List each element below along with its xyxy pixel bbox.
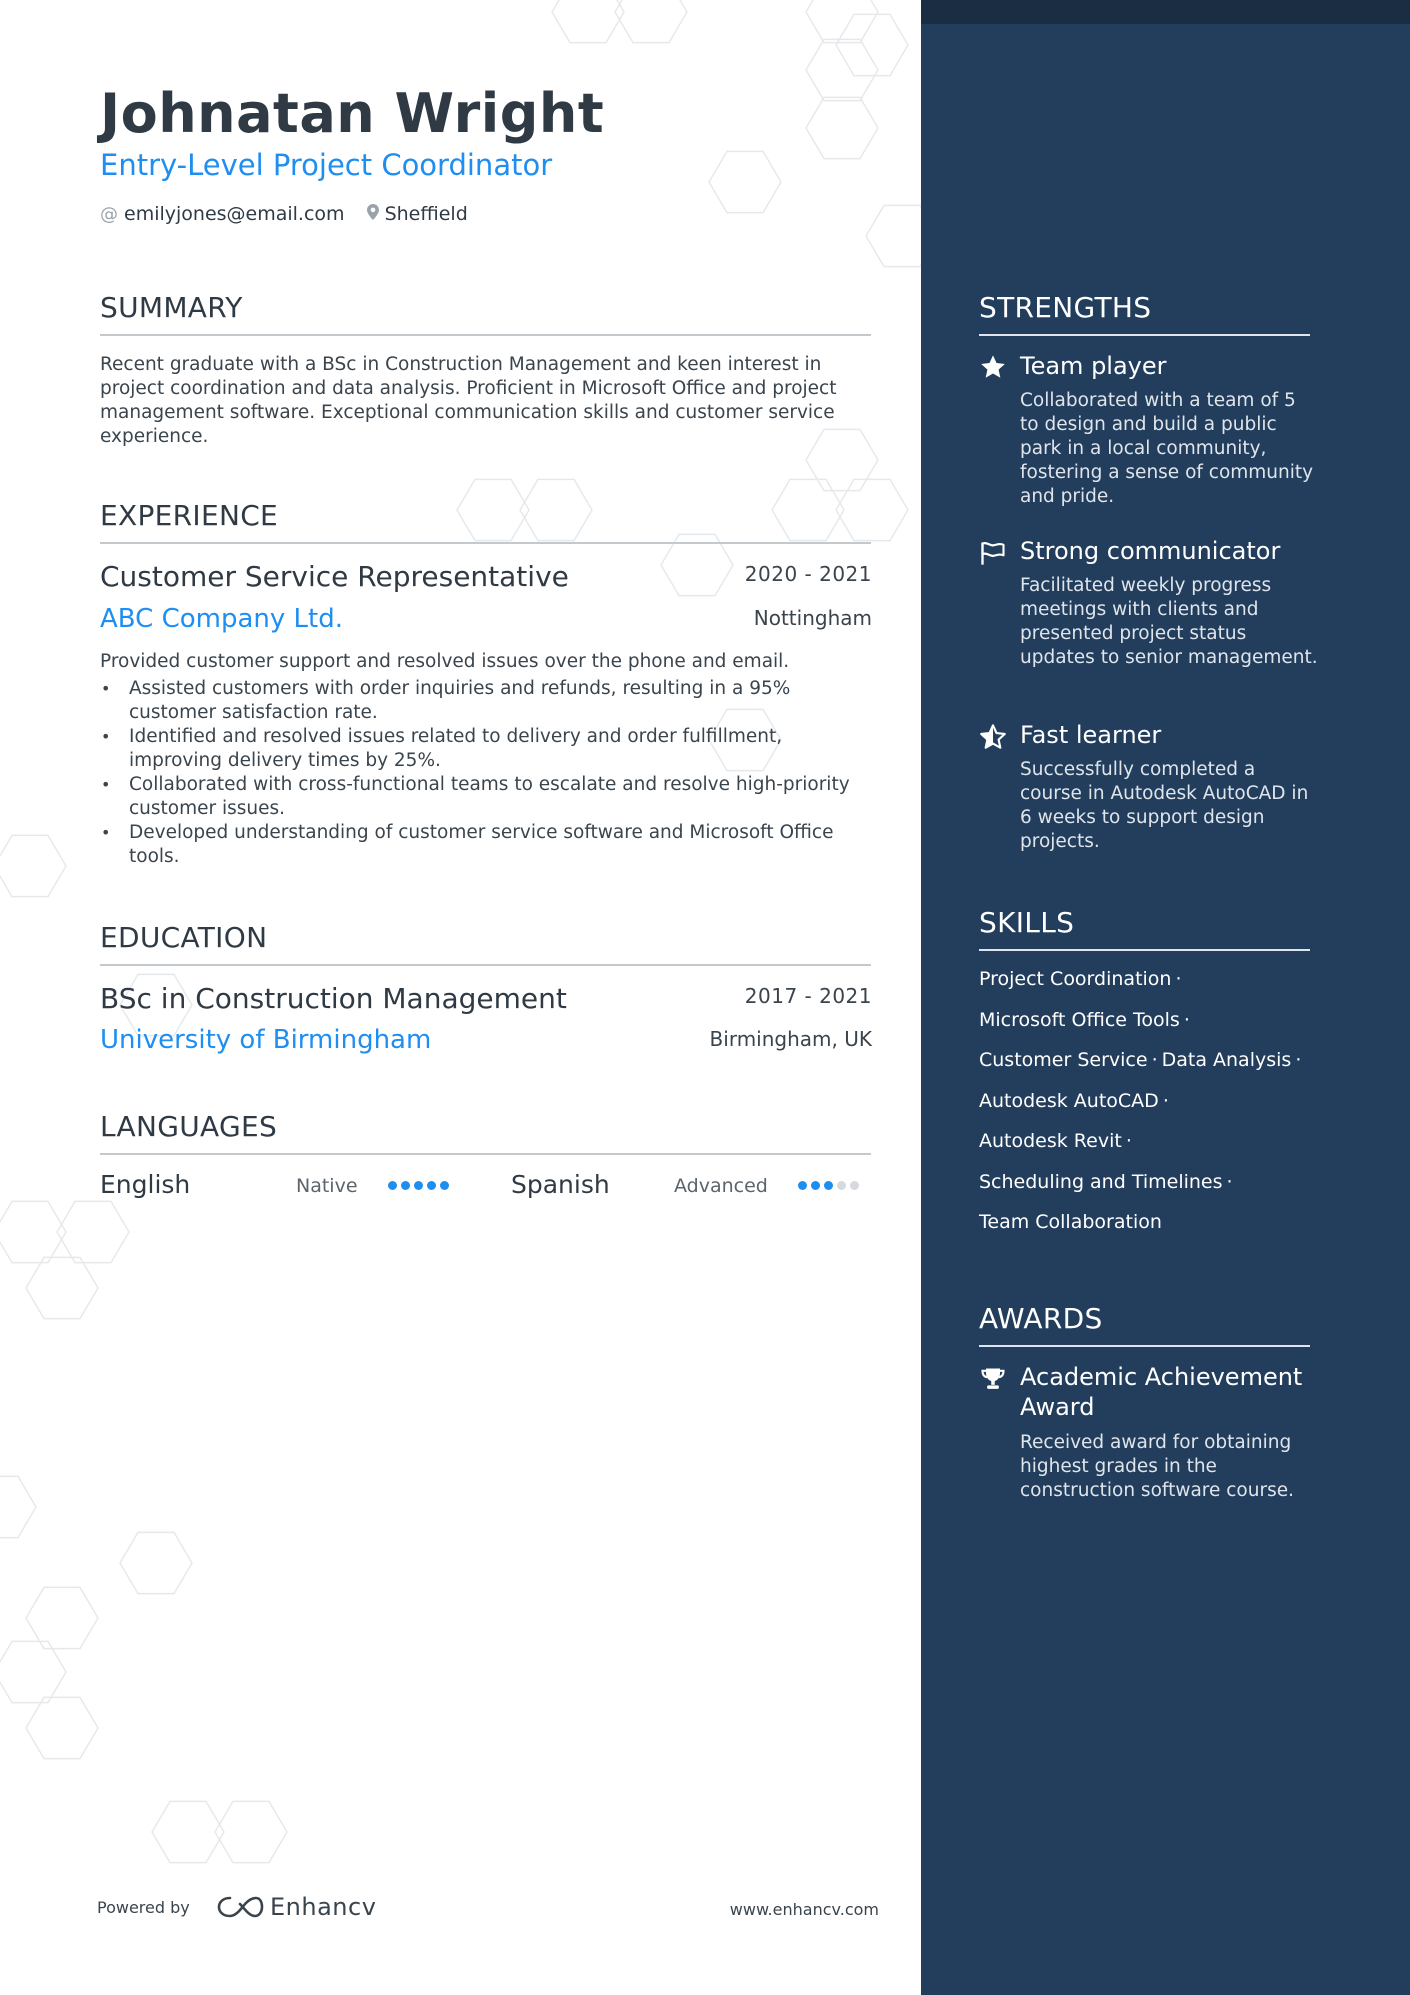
skill-line: Project Coordination ·: [979, 968, 1182, 990]
skill-item: Autodesk AutoCAD: [979, 1089, 1159, 1112]
job-location: Nottingham: [753, 606, 872, 630]
skill-item: Team Collaboration: [979, 1211, 1162, 1233]
rating-dot-filled: [401, 1181, 410, 1190]
skill-line: Customer Service · Data Analysis ·: [979, 1049, 1302, 1071]
strength-name: Strong communicator: [1020, 537, 1281, 565]
contact-info: [100, 203, 468, 225]
enhancv-logo[interactable]: [216, 1893, 376, 1921]
candidate-title: Entry-Level Project Coordinator: [100, 148, 553, 182]
strength-description: Successfully completed a course in Autodesk AutoCAD in 6 weeks to support design projects.: [1020, 759, 1309, 852]
skill-line: Autodesk Revit ·: [979, 1130, 1132, 1152]
list-item: • Developed understanding of customer service software and Microsoft Office tools.: [100, 821, 871, 869]
rating-dot-empty: [850, 1181, 859, 1190]
skills-list: [979, 963, 1319, 1247]
strength-name: Fast learner: [1020, 721, 1162, 749]
list-item: • Collaborated with cross-functional teams to escalate and resolve high-priority customer issues.: [100, 773, 871, 821]
skill-line: Autodesk AutoCAD ·: [979, 1089, 1169, 1112]
language-level: Advanced: [674, 1175, 768, 1197]
rating-dot-filled: [440, 1181, 449, 1190]
education-location: Birmingham, UK: [709, 1027, 872, 1051]
at-icon: @: [100, 203, 118, 225]
summary-heading: SUMMARY: [100, 291, 871, 336]
language-name: English: [100, 1170, 191, 1199]
skill-line: Scheduling and Timelines ·: [979, 1170, 1233, 1193]
education-school: University of Birmingham: [100, 1025, 432, 1055]
trophy-icon: [979, 1365, 1007, 1393]
languages-heading: LANGUAGES: [100, 1110, 871, 1155]
powered-by: Powered by: [97, 1898, 190, 1917]
rating-dot-filled: [824, 1181, 833, 1190]
job-company: ABC Company Ltd.: [100, 604, 343, 634]
experience-heading: EXPERIENCE: [100, 499, 871, 544]
awards-heading: AWARDS: [979, 1302, 1310, 1347]
languages-row: [100, 1170, 871, 1202]
sidebar: [921, 0, 1410, 1995]
enhancv-brand: Enhancv: [270, 1893, 377, 1921]
half-star-icon: [979, 723, 1007, 751]
education-heading: EDUCATION: [100, 921, 871, 966]
rating-dot-filled: [414, 1181, 423, 1190]
strengths-heading: STRENGTHS: [979, 291, 1310, 336]
education-dates: 2017 - 2021: [744, 984, 872, 1008]
award-name: Academic Achievement Award: [1020, 1363, 1303, 1421]
skill-line: [979, 1206, 1319, 1247]
award-description: Received award for obtaining highest grades in the construction software course.: [1020, 1432, 1294, 1501]
language-rating: [798, 1181, 859, 1190]
language-name: Spanish: [511, 1170, 610, 1199]
candidate-name: Johnatan Wright: [100, 82, 605, 145]
skill-line: Microsoft Office Tools ·: [979, 1008, 1190, 1031]
skill-item: Microsoft Office Tools: [979, 1008, 1180, 1031]
list-item: • Assisted customers with order inquiries and refunds, resulting in a 95% customer satisfaction rate.: [100, 677, 871, 725]
skill-item: Project Coordination: [979, 968, 1172, 990]
job-role: Customer Service Representative: [100, 560, 569, 593]
rating-dot-empty: [837, 1181, 846, 1190]
email-text[interactable]: emilyjones@email.com: [124, 203, 345, 225]
skill-item: Scheduling and Timelines: [979, 1170, 1223, 1193]
strength-name: Team player: [1020, 352, 1167, 380]
job-bullets: [100, 677, 871, 869]
skill-item: Customer Service: [979, 1049, 1148, 1071]
skill-item: Autodesk Revit: [979, 1130, 1122, 1152]
strength-description: Facilitated weekly progress meetings with clients and presented project status updates to senior management.: [1020, 575, 1318, 668]
rating-dot-filled: [388, 1181, 397, 1190]
star-icon: [979, 353, 1007, 381]
flag-icon: [979, 539, 1007, 567]
language-rating: [388, 1181, 449, 1190]
rating-dot-filled: [427, 1181, 436, 1190]
skills-heading: SKILLS: [979, 906, 1310, 951]
job-description: Provided customer support and resolved issues over the phone and email.: [100, 651, 790, 672]
website-link[interactable]: www.enhancv.com: [729, 1900, 879, 1919]
skill-item: Data Analysis: [1161, 1049, 1292, 1071]
pin-icon: [367, 204, 379, 225]
sidebar-topbar: [921, 0, 1410, 24]
job-dates: 2020 - 2021: [744, 562, 872, 586]
education-degree: BSc in Construction Management: [100, 982, 567, 1015]
rating-dot-filled: [811, 1181, 820, 1190]
strength-description: Collaborated with a team of 5 to design and build a public park in a local community, fostering a sense of community and pride.: [1020, 390, 1314, 507]
summary-text: Recent graduate with a BSc in Construction Management and keen interest in project coordination and data analysis. Proficient in Microsoft Office and project management software. Exceptional communication skills and customer service experience.: [100, 354, 837, 447]
language-level: Native: [296, 1175, 358, 1197]
list-item: • Identified and resolved issues related to delivery and order fulfillment, improving delivery times by 25%.: [100, 725, 871, 773]
rating-dot-filled: [798, 1181, 807, 1190]
location-text: Sheffield: [384, 203, 468, 225]
enhancv-logo-icon: [216, 1894, 264, 1920]
